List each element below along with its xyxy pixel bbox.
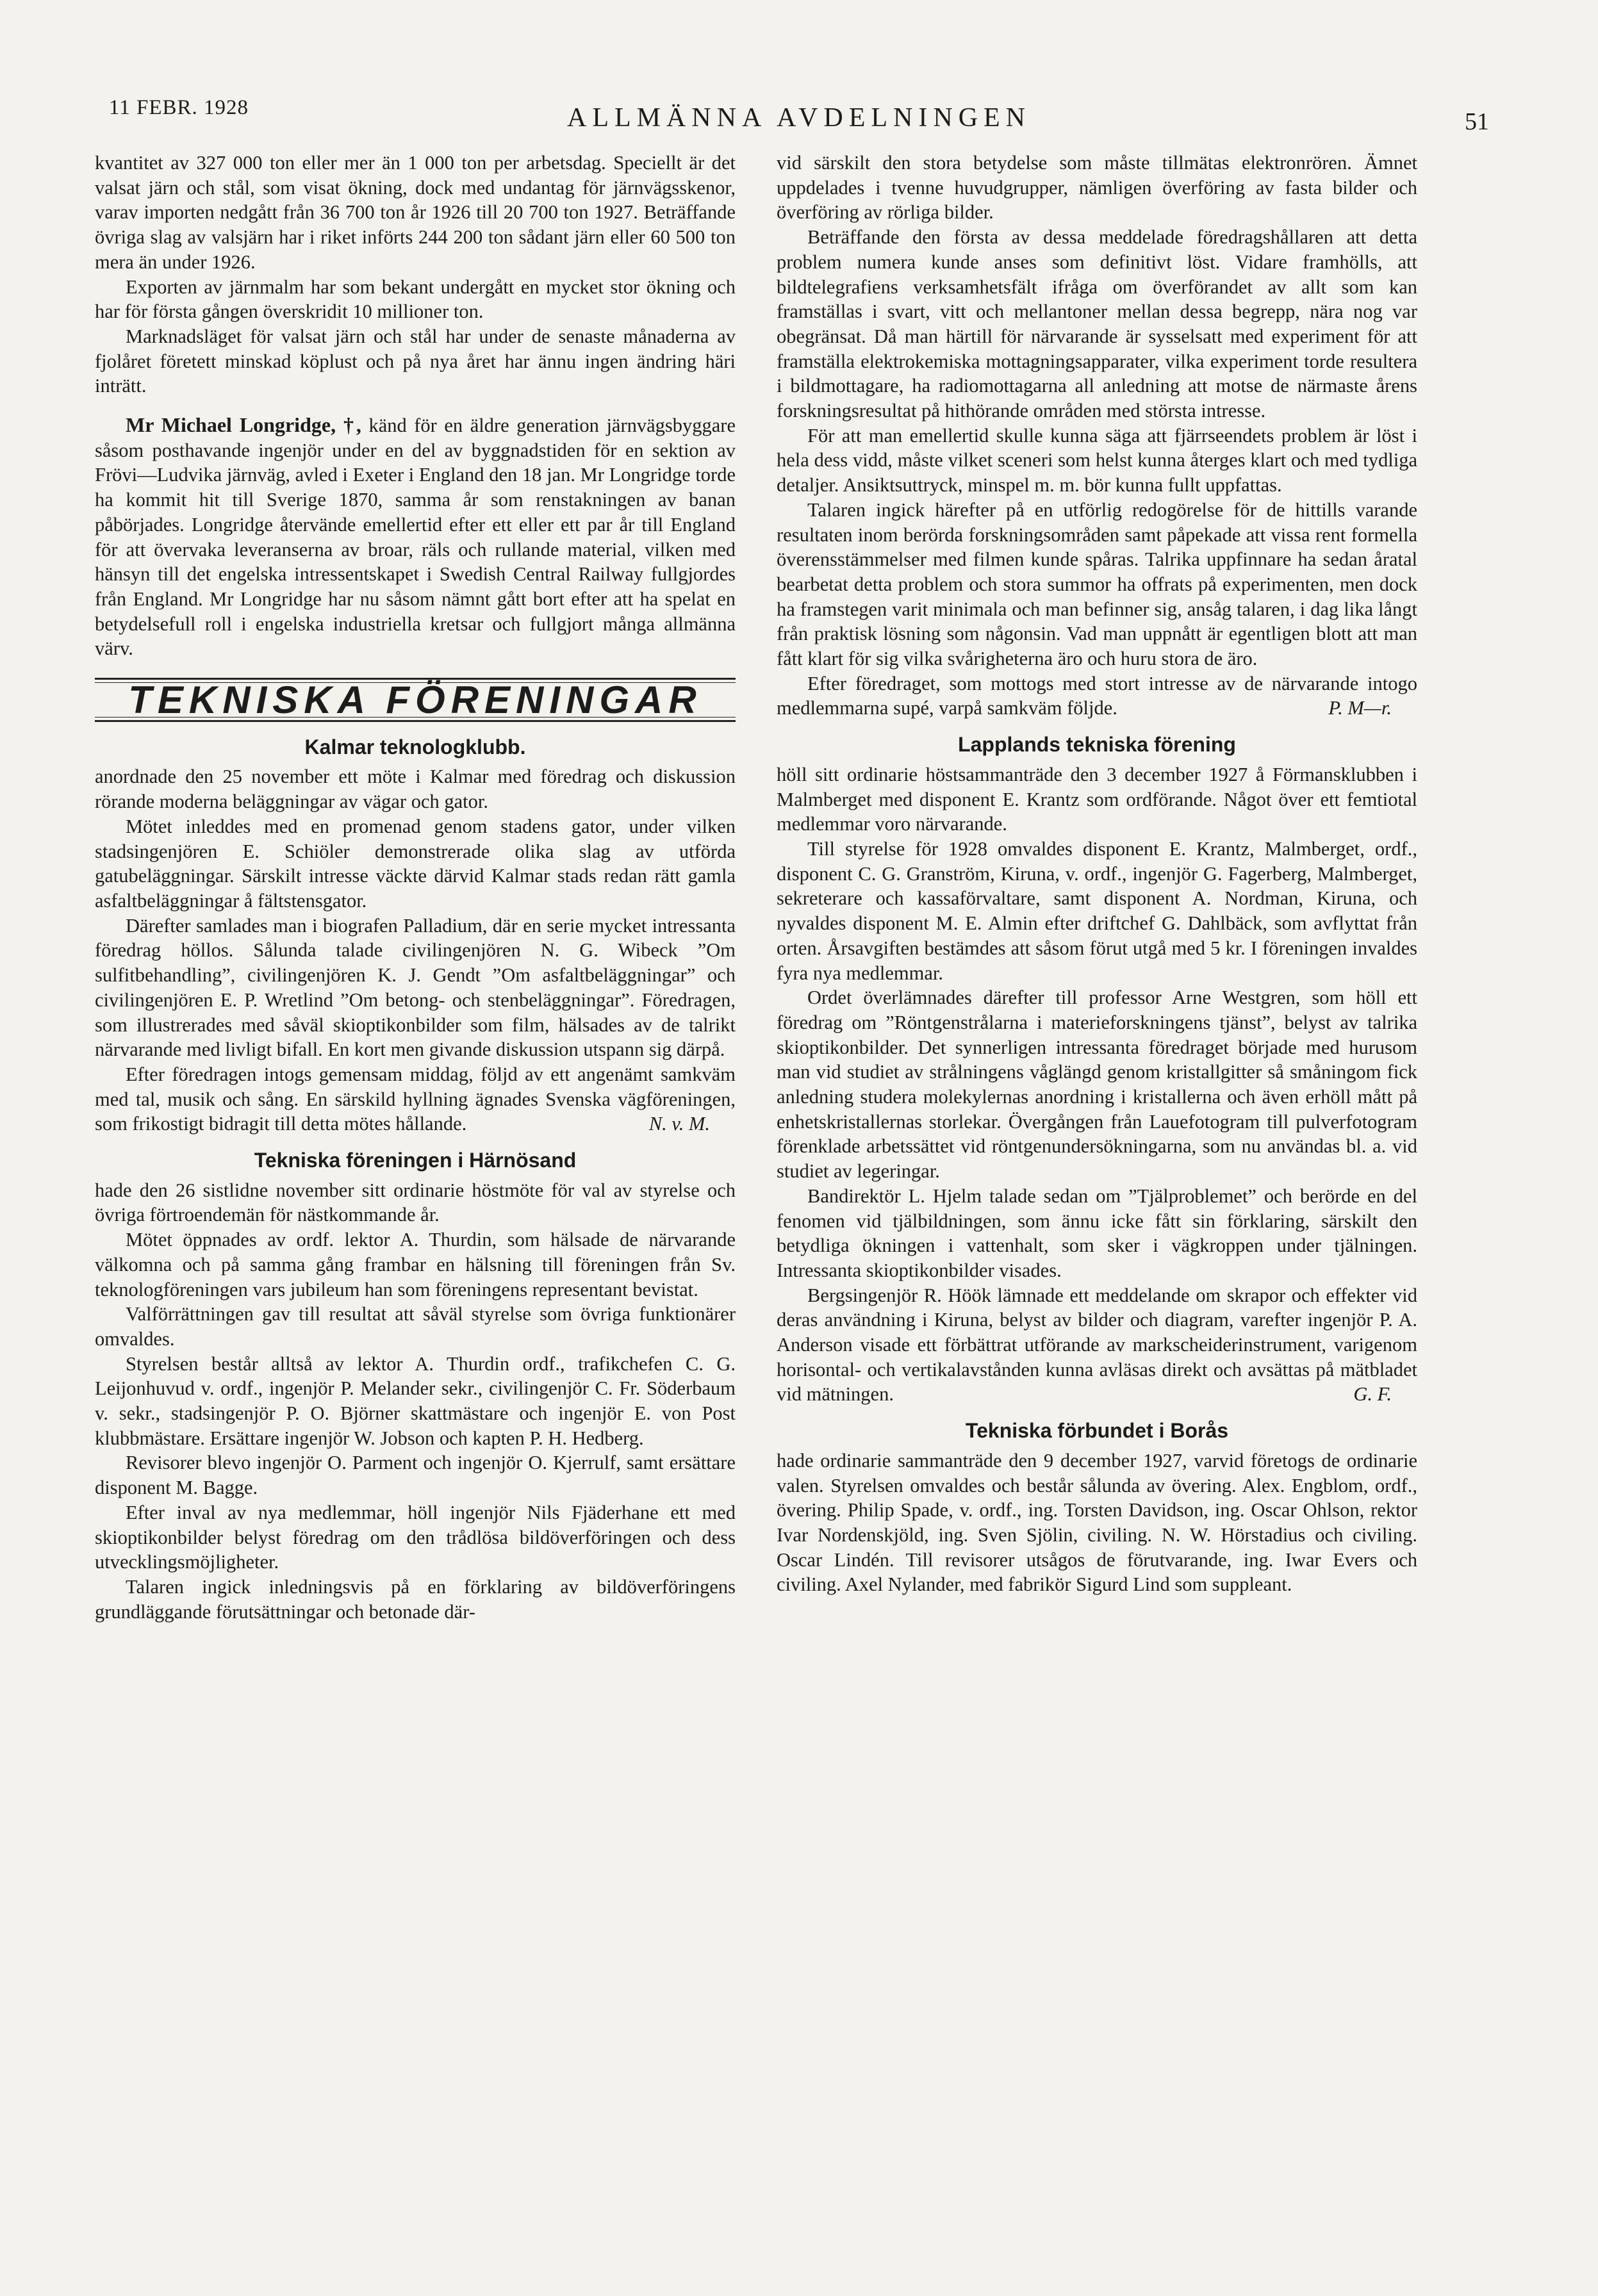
paragraph: Till styrelse för 1928 omvaldes disponent E. Krantz, Malmberget, ordf., disponent C. G. Granström, Kiruna, v. ordf., ingenjör G. Fagerberg, Malmberget, sekreterare och kassaförvaltare, samt disponent A. Nordman, Kiruna, och nyvaldes disponent M. E. Almin efter driftchef G. Dahlbäck, som avflyttat från orten. Årsavgiften bestämdes att såsom förut utgå med 5 kr. I föreningen invaldes fyra nya medlemmar. xyxy=(777,837,1417,984)
article-heading-harnosand: Tekniska föreningen i Härnösand xyxy=(254,1149,577,1172)
obituary-paragraph xyxy=(95,413,736,661)
left-column xyxy=(95,151,736,1624)
paragraph: Revisorer blevo ingenjör O. Parment och ingenjör O. Kjerrulf, samt ersättare disponent M. Bagge. xyxy=(95,1452,736,1499)
paragraph: Exporten av järnmalm har som bekant undergått en mycket stor ökning och har för första gången överskridit 10 millioner ton. xyxy=(95,275,736,323)
article-heading-boras: Tekniska förbundet i Borås xyxy=(965,1419,1229,1443)
paragraph-text: Bergsingenjör R. Höök lämnade ett meddelande om skrapor och effekter vid deras användning i Kiruna, belyst av bilder och diagram, varefter ingenjör P. A. Anderson visade ett förbättrat utförande av markscheiderinstrument, varigenom horisontal- och vertikalavstånden kunna avläsas direkt och avsättas på mätbladet vid mätningen. xyxy=(777,1284,1417,1406)
paragraph: Talaren ingick inledningsvis på en förklaring av bildöverföringens grundläggande förutsättningar och betonade där- xyxy=(95,1575,736,1623)
paragraph: vid särskilt den stora betydelse som måste tillmätas elektronrören. Ämnet uppdelades i tvenne huvudgrupper, nämligen överföring av fasta bilder och överföring av rörliga bilder. xyxy=(777,152,1417,224)
paragraph-text: Efter föredraget, som mottogs med stort intresse av de närvarande intogo medlemmarna supé, varpå samkväm följde. xyxy=(777,672,1417,719)
article-heading-lappland: Lapplands tekniska förening xyxy=(958,733,1236,757)
paragraph: hade ordinarie sammanträde den 9 december 1927, varvid företogs de ordinarie valen. Styrelsen omvaldes och består sålunda av övering. Alex. Engblom, ordf., övering. Philip Spade, v. ordf., ing. Torsten Davidson, ing. Oscar Ohlson, rektor Ivar Nordenskjöld, ing. Sven Sjölin, civiling. N. W. Hörstadius och civiling. Oscar Lindén. Till revisorer utsågos de förutvarande, ing. Iwar Evers och civiling. Axel Nylander, med fabrikör Sigurd Lind som suppleant. xyxy=(777,1449,1417,1596)
paragraph: Valförrättningen gav till resultat att såväl styrelse som övriga funktionärer omvaldes. xyxy=(95,1303,736,1350)
paragraph: anordnade den 25 november ett möte i Kalmar med föredrag och diskussion rörande moderna beläggningar av vägar och gator. xyxy=(95,766,736,813)
paragraph xyxy=(777,671,1417,721)
page-number: 51 xyxy=(1465,108,1489,135)
paragraph: Beträffande den första av dessa meddelade föredragshållaren att detta problem numera kunde anses som definitivt löst. Vidare framhölls, att bildtelegrafiens verksamhetsfält ifråga om överförandet av allt som kan framställas i svart, vitt och mellantoner mellan dessa begrepp, nära nog var obegränsat. Då man härtill för närvarande är sysselsatt med experiment för att framställa elektrokemiska mottagningsapparater, vilka experiment torde resultera i bildmottagare, ha radiomottagarna all anledning att motse de närmaste årens forskningsresultat på hithörande områden med största intresse. xyxy=(777,226,1417,422)
obituary-name: Mr Michael Longridge, †, xyxy=(126,413,361,437)
paragraph: kvantitet av 327 000 ton eller mer än 1 000 ton per arbetsdag. Speciellt är det valsat järn och stål, som visat ökning, dock med undantag för järnvägsskenor, varav importen nedgått från 36 700 ton år 1926 till 20 700 ton 1927. Beträffande övriga slag av valsjärn har i riket införts 244 200 ton sådant järn eller 60 500 ton mera än under 1926. xyxy=(95,152,736,273)
paragraph: Därefter samlades man i biografen Palladium, där en serie mycket intressanta föredrag höllos. Sålunda talade civilingenjören N. G. Wibeck ”Om sulfitbehandling”, civilingenjören K. J. Gendt ”Om asfaltbeläggningar” och civilingenjören E. P. Wretlind ”Om betong- och stenbeläggningar”. Föredragen, som illustrerades med såväl skioptikonbilder som film, hälsades av de talrikt närvarande med livligt bifall. En kort men givande diskussion utspann sig därpå. xyxy=(95,914,736,1061)
paragraph: Mötet inleddes med en promenad genom stadens gator, under vilken stadsingenjören E. Schiöler demonstrerade olika slag av utförda gatubeläggningar. Särskilt intresse väckte därvid Kalmar stads redan rätt gamla asfaltbeläggningar å fältstensgator. xyxy=(95,815,736,912)
article-heading-kalmar: Kalmar teknologklubb. xyxy=(304,735,526,758)
banner-title: TEKNISKA FÖRENINGAR xyxy=(128,678,702,722)
section-banner xyxy=(95,678,736,722)
paragraph: Efter inval av nya medlemmar, höll ingenjör Nils Fjäderhane ett med skioptikonbilder belyst föredrag om den trådlösa bildöverföringen och dess utvecklingsmöjligheter. xyxy=(95,1501,736,1573)
paragraph-text: Efter föredragen intogs gemensam middag, följd av ett angenämt samkväm med tal, musik och sång. En särskild hyllning ägnades Svenska vägföreningen, som frikostigt bidragit till detta mötes hållande. xyxy=(95,1063,736,1135)
paragraph: Mötet öppnades av ordf. lektor A. Thurdin, som hälsade de närvarande välkomna och på samma gång frambar en hälsning till föreningen från Sv. teknologföreningen vars jubileum han som föreningens representant bevistat. xyxy=(95,1229,736,1300)
section-title: ALLMÄNNA AVDELNINGEN xyxy=(566,103,1032,133)
paragraph: Marknadsläget för valsat järn och stål har under de senaste månaderna av fjolåret företett minskad köplust och på nya året har ännu ingen ändring häri inträtt. xyxy=(95,325,736,397)
signature: G. F. xyxy=(1353,1383,1392,1406)
paragraph: För att man emellertid skulle kunna säga att fjärrseendets problem är löst i hela dess vidd, måste vilket sceneri som helst kunna återges klart och med tydliga detaljer. Ansiktsuttryck, minspel m. m. bör kunna fullt uppfattas. xyxy=(777,424,1417,496)
running-header xyxy=(96,96,1502,135)
right-column xyxy=(777,151,1417,1597)
paragraph: Ordet överlämnades därefter till professor Arne Westgren, som höll ett föredrag om ”Röntgenstrålarna i materieforskningens tjänst”, belyst av talrika skioptikonbilder. Det synnerligen intressanta föredraget började med hurusom man vid studiet av strålningens våglängd genom kristallgitter så småningom fick anledning studera molekylernas anordning i kristallerna och även erhöll mått på enhetskristallernas storlekar. Övergången från Lauefotogram till pulverfotogram förenklade arbetssättet vid röntgenundersökningarna, som nu användas bl. a. vid studiet av legeringar. xyxy=(777,987,1417,1183)
paragraph: Bandirektör L. Hjelm talade sedan om ”Tjälproblemet” och berörde en del fenomen vid tjälbildningen, som ännu icke fått sin förklaring, särskilt den betydliga ökningen i vattenhalt, som sker i vägkroppen under tjälningen. Intressanta skioptikonbilder visades. xyxy=(777,1185,1417,1281)
paragraph: hade den 26 sistlidne november sitt ordinarie höstmöte för val av styrelse och övriga förtroendemän för nästkommande år. xyxy=(95,1179,736,1226)
paragraph: Talaren ingick härefter på en utförlig redogörelse för de hittills varande resultaten inom berörda forskningsområden samt påpekade att vissa rent formella överensstämmelser med filmen kunde spåras. Talrika uppfinnare ha sedan åratal bearbetat detta problem och stora summor ha offrats på experimenten, men dock ha framstegen varit minimala och man befinner sig, ansåg talaren, i dag lika långt från praktisk lösning som någonsin. Vad man uppnått är egentligen blott att man fått klart för sig vilka svårigheterna äro och huru stora de äro. xyxy=(777,498,1417,670)
issue-date: 11 FEBR. 1928 xyxy=(109,96,249,119)
paragraph: Styrelsen består alltså av lektor A. Thurdin ordf., trafikchefen C. G. Leijonhuvud v. ordf., ingenjör P. Melander sekr., civilingenjör C. Fr. Söderbaum v. sekr., stadsingenjör P. O. Björner skattmästare och ingenjör E. von Post klubbmästare. Ersättare ingenjör W. Jobson och kapten P. H. Hedberg. xyxy=(95,1352,736,1449)
paragraph xyxy=(777,1283,1417,1407)
obituary-text: känd för en äldre generation järnvägsbyggare såsom posthavande ingenjör under en del av byggnadstiden för en sektion av Frövi—Ludvika järnväg, avled i Exeter i England den 18 jan. Mr Longridge torde ha kommit hit till Sverige 1870, samma år som renstakningen av banan påbörjades. Longridge återvände emellertid efter ett eller ett par år till England för att övervaka leveranserna av broar, räls och rullande material, vilken med hänsyn till det engelska intressentskapet i Swedish Central Railway fullgjordes från England. Mr Longridge har nu såsom nämnt gått bort efter att ha spelat en betydelsefull roll i engelska industriella kretsar och fullgjort många allmänna värv. xyxy=(95,414,736,660)
signature: P. M—r. xyxy=(1328,697,1392,719)
signature: N. v. M. xyxy=(648,1113,710,1135)
paragraph: höll sitt ordinarie höstsammanträde den 3 december 1927 å Förmansklubben i Malmberget med disponent E. Krantz som ordförande. Något över ett femtiotal medlemmar voro närvarande. xyxy=(777,763,1417,835)
paragraph xyxy=(95,1062,736,1136)
